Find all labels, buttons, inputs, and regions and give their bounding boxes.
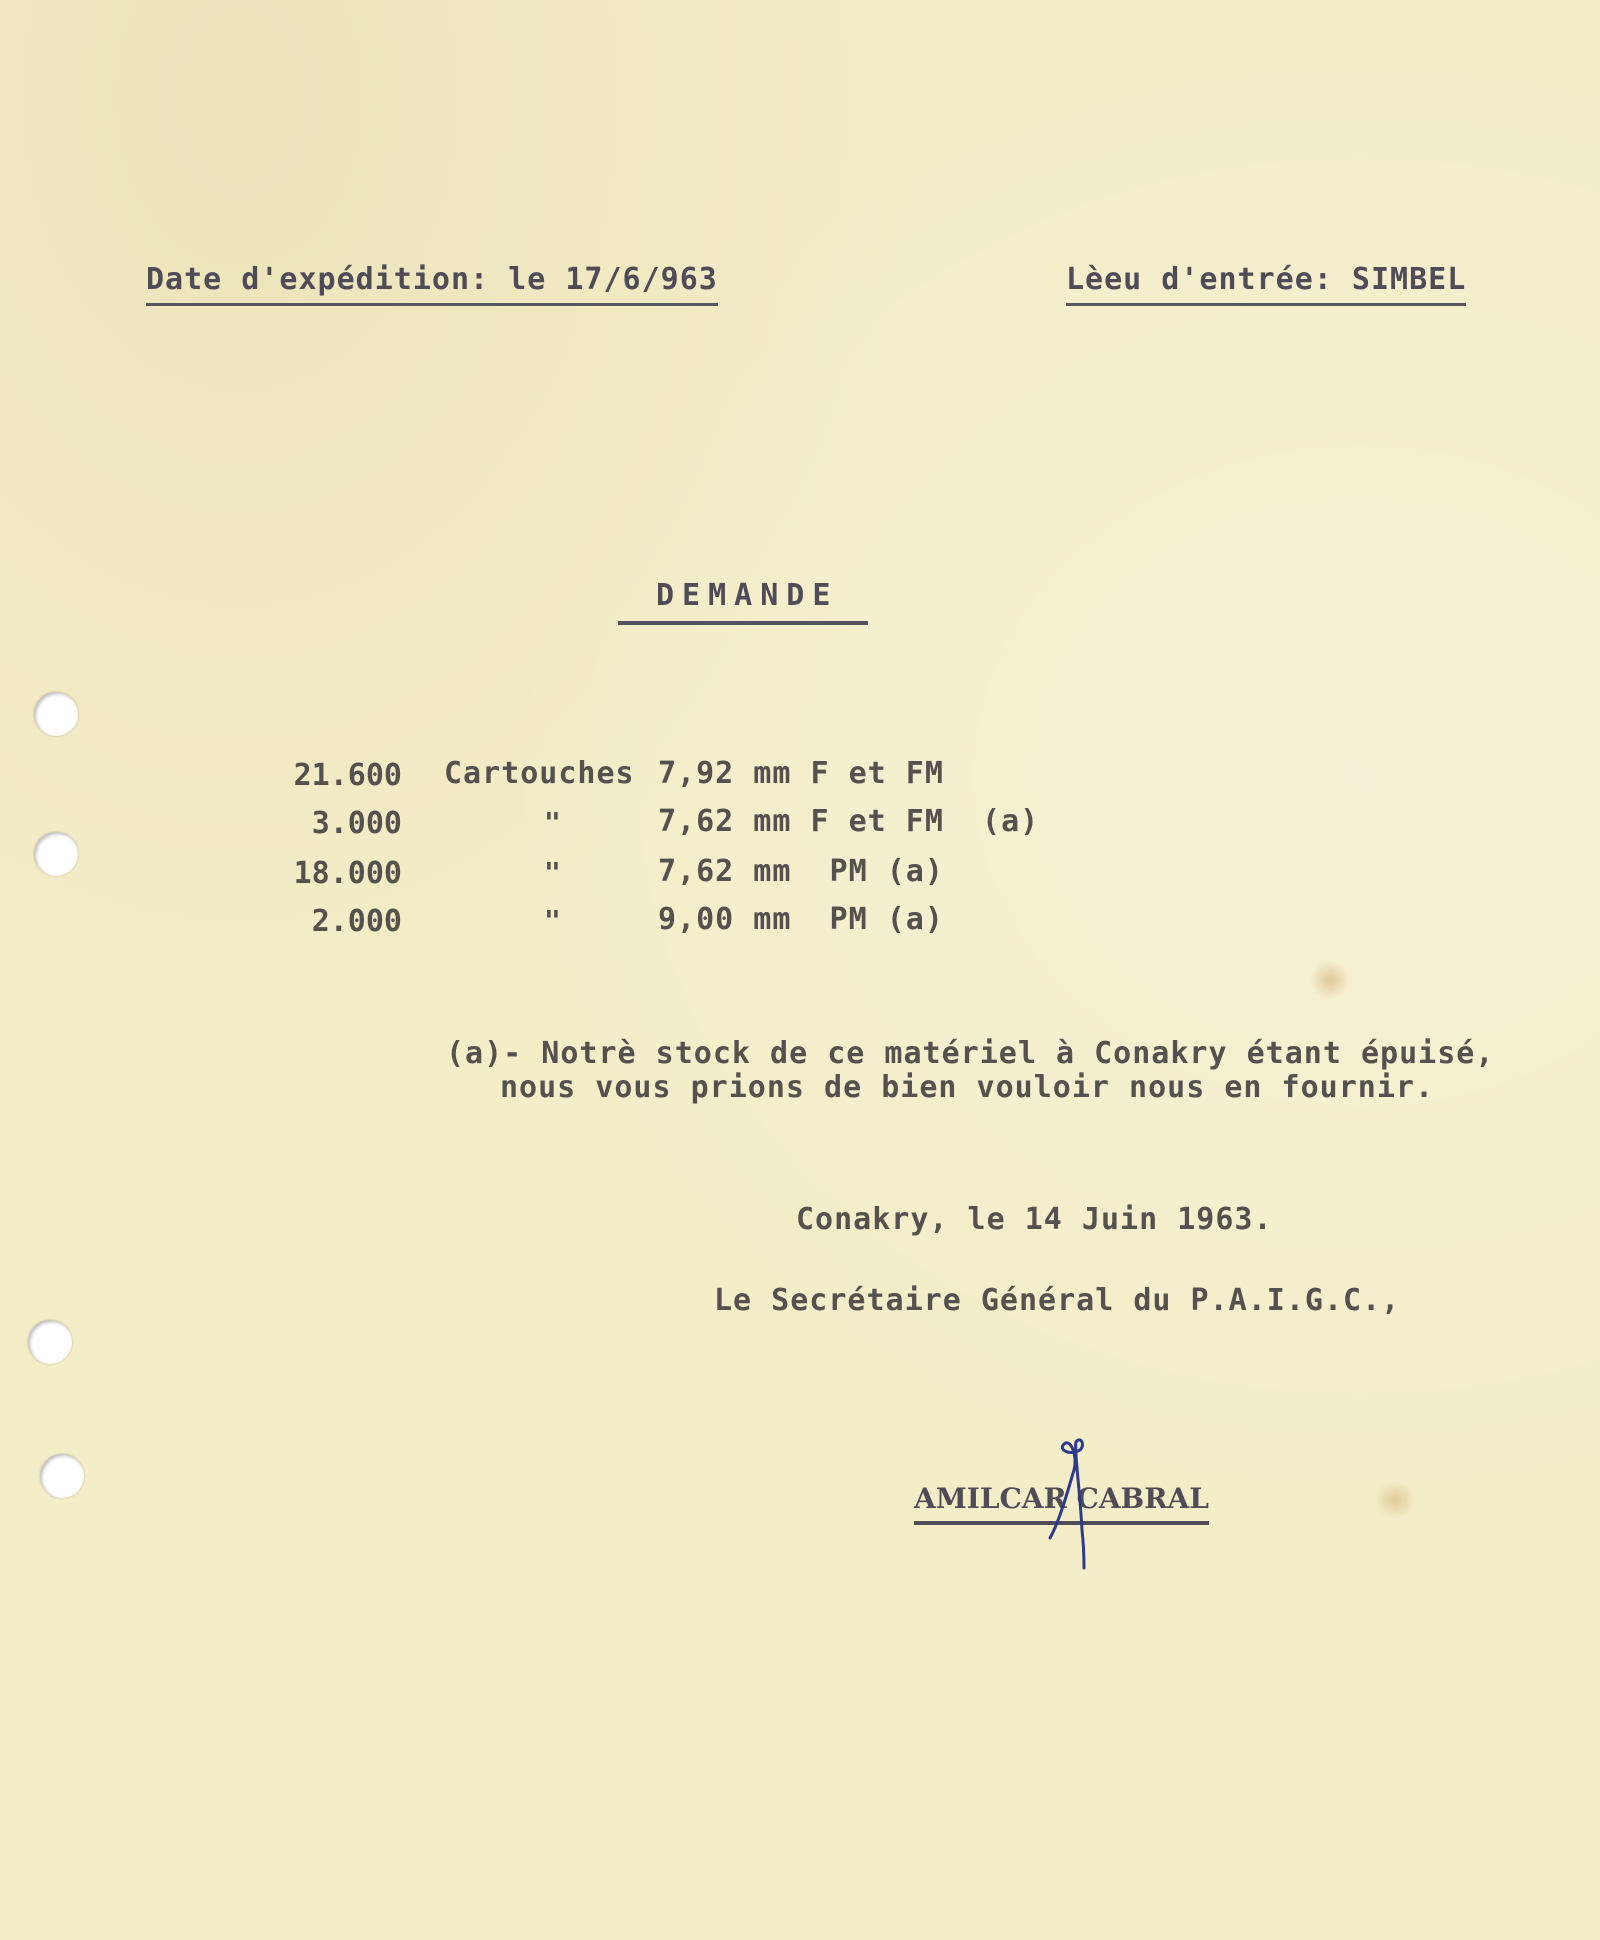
entry-place: Lèeu d'entrée: SIMBEL (1066, 262, 1466, 306)
signatory-title: Le Secrétaire Général du P.A.I.G.C., (714, 1283, 1401, 1318)
punch-hole (28, 1320, 72, 1364)
item-quantity: 3.000 (311, 806, 402, 841)
place-and-date: Conakry, le 14 Juin 1963. (796, 1202, 1273, 1237)
handwritten-signature (1030, 1430, 1110, 1570)
punch-hole (34, 832, 78, 876)
paper-stain (1310, 960, 1350, 1000)
punch-hole (34, 692, 78, 736)
item-quantity: 21.600 (293, 758, 402, 793)
document-title: DEMANDE (618, 578, 868, 625)
item-description: " (544, 806, 561, 839)
item-caliber: 7,62 mm F et FM (a) (658, 804, 1040, 839)
signature-name: AMILCAR CABRAL (914, 1482, 1209, 1525)
footnote-line-2: nous vous prions de bien vouloir nous en fournir. (500, 1070, 1435, 1105)
item-quantity: 18.000 (293, 856, 402, 891)
item-caliber: 9,00 mm PM (a) (658, 902, 944, 937)
item-description: " (544, 856, 561, 889)
shipping-date: Date d'expédition: le 17/6/963 (146, 262, 718, 306)
item-description: Cartouches (444, 756, 635, 791)
item-description: " (544, 904, 561, 937)
item-caliber: 7,62 mm PM (a) (658, 854, 944, 889)
paper-stain (1375, 1480, 1415, 1520)
footnote-line-1: (a)- Notrè stock de ce matériel à Conakry étant épuisé, (446, 1036, 1495, 1071)
item-caliber: 7,92 mm F et FM (658, 756, 944, 791)
item-quantity: 2.000 (311, 904, 402, 939)
punch-hole (40, 1454, 84, 1498)
